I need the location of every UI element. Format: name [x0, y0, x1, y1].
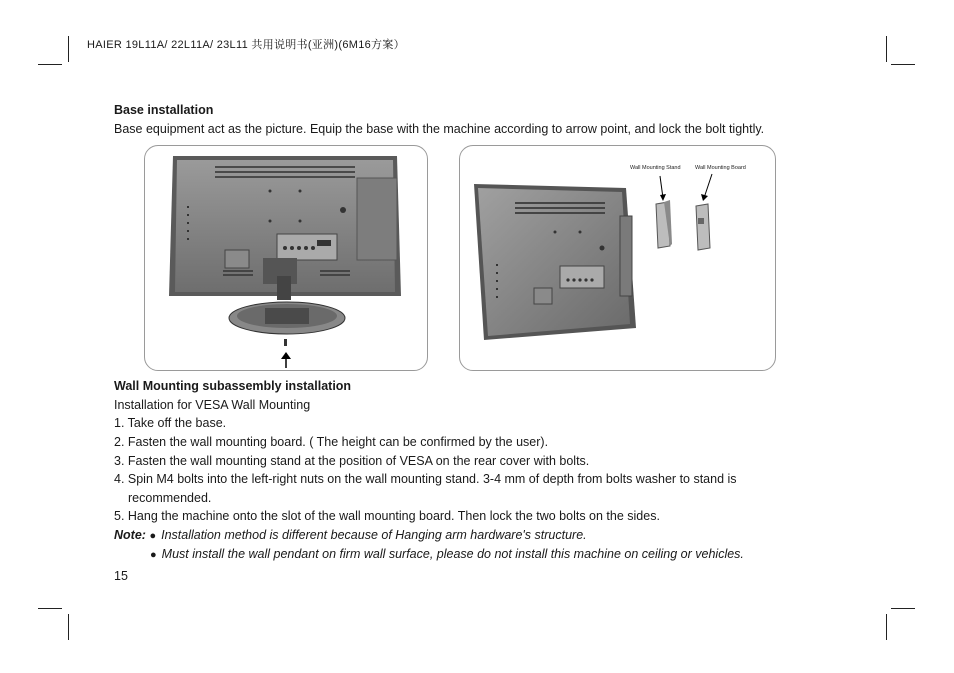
wall-mounting-figure	[459, 145, 776, 371]
wall-mounting-stand-label: Wall Mounting Stand	[630, 165, 681, 171]
wall-mounting-intro: Installation for VESA Wall Mounting	[114, 398, 311, 412]
page-number: 15	[114, 569, 128, 583]
page-header: HAIER 19L11A/ 22L11A/ 23L11 共用说明书(亚洲)(6M16方案）	[87, 39, 405, 51]
tv-rear-wall-mount-illustration	[460, 146, 775, 370]
crop-mark	[886, 614, 887, 640]
bullet-icon: ●	[149, 530, 157, 542]
bullet-icon: ●	[150, 549, 157, 561]
step-item: 5. Hang the machine onto the slot of the wall mounting board. Then lock the two bolts on the sides.	[114, 509, 660, 523]
crop-mark	[886, 36, 887, 62]
step-item: 1. Take off the base.	[114, 416, 227, 430]
note-text: Must install the wall pendant on firm wall surface, please do not install this machine on ceiling or vehicles.	[161, 547, 744, 561]
crop-mark	[891, 608, 915, 609]
crop-mark	[891, 64, 915, 65]
note-line-1	[114, 528, 587, 542]
tv-rear-with-base-illustration	[145, 146, 427, 370]
step-item: 3. Fasten the wall mounting stand at the position of VESA on the rear cover with bolts.	[114, 454, 590, 468]
note-line-2	[150, 547, 744, 561]
crop-mark	[38, 608, 62, 609]
step-item-continued: recommended.	[128, 491, 212, 505]
step-item: 4. Spin M4 bolts into the left-right nuts on the wall mounting stand. 3-4 mm of depth from bolts washer to stand is	[114, 472, 737, 486]
base-installation-text: Base equipment act as the picture. Equip the base with the machine according to arrow point, and lock the bolt tightly.	[114, 122, 765, 136]
wall-mounting-heading: Wall Mounting subassembly installation	[114, 379, 352, 393]
base-installation-heading: Base installation	[114, 103, 214, 117]
wall-mounting-board-label: Wall Mounting Board	[695, 165, 746, 171]
crop-mark	[68, 614, 69, 640]
crop-mark	[68, 36, 69, 62]
note-text: Installation method is different because of Hanging arm hardware's structure.	[161, 528, 587, 542]
step-item: 2. Fasten the wall mounting board. ( The height can be confirmed by the user).	[114, 435, 549, 449]
note-label: Note:	[114, 528, 146, 542]
crop-mark	[38, 64, 62, 65]
base-installation-figure	[144, 145, 428, 371]
